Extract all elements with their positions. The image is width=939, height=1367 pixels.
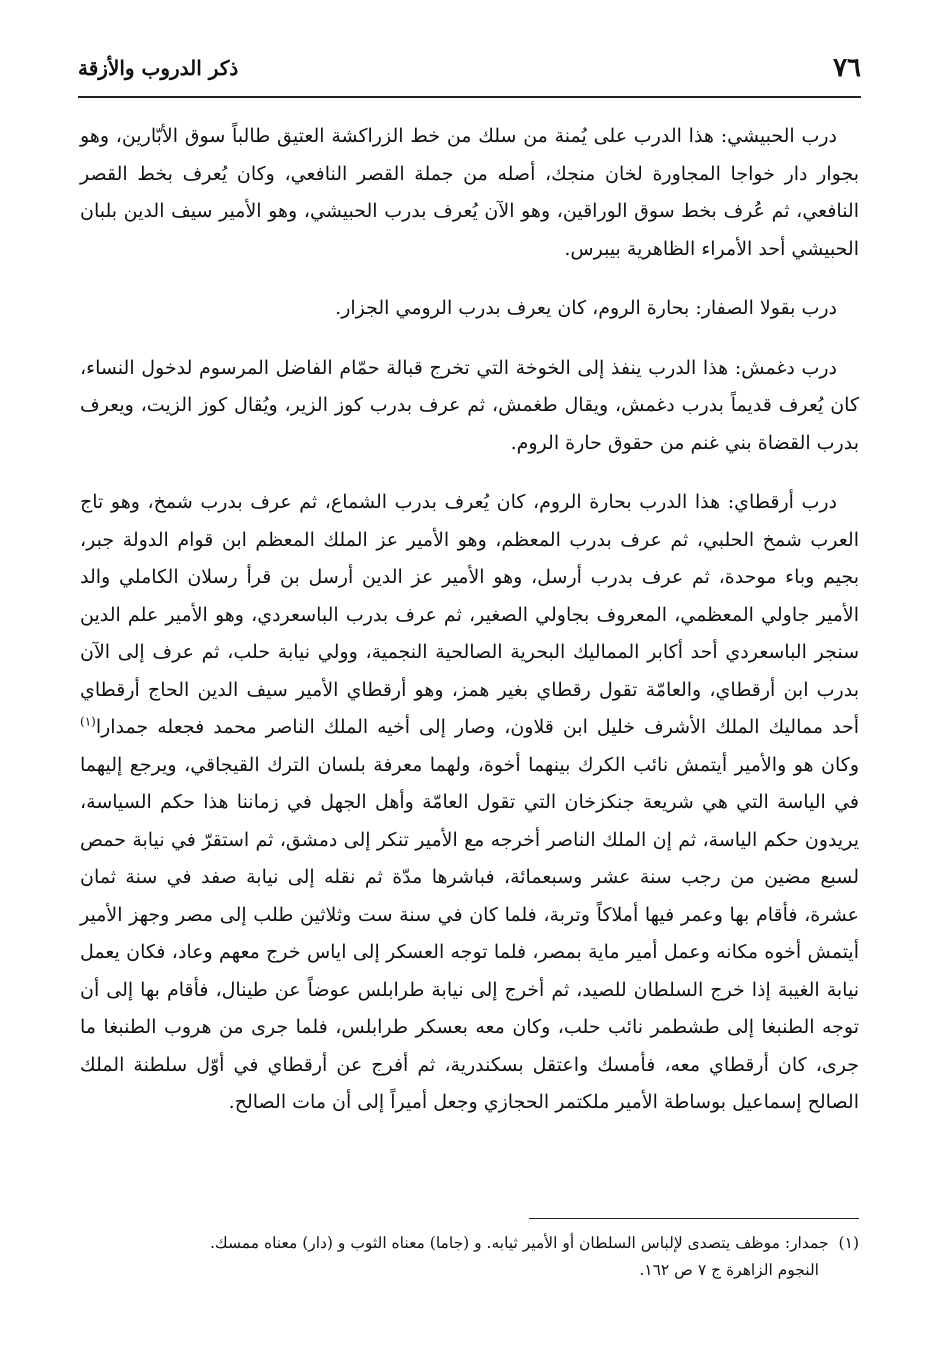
running-head <box>78 48 861 88</box>
paragraph-darb-arqatay <box>80 484 859 1122</box>
footnote-divider <box>529 1218 859 1219</box>
footnote-reference[interactable]: (١) <box>80 714 96 729</box>
paragraph-darb-baqula: درب بقولا الصفار: بحارة الروم، كان يعرف بدرب الرومي الجزار. <box>335 297 837 319</box>
paragraph-darb-daghmash: درب دغمش: هذا الدرب ينفذ إلى الخوخة التي تخرج قبالة حمّام الفاضل المرسوم لدخول النساء، كان يُعرف قديماً بدرب دغمش، ويقال طغمش، ثم عرف بدرب كوز الزير، ويُقال كوز الزيت، ويعرف بدرب القضاة بني غنم من حقوق حارة الروم. <box>80 356 859 454</box>
header-divider <box>78 96 861 98</box>
section-title: ذكر الدروب والأزقة <box>78 56 239 80</box>
footnote <box>80 1230 859 1284</box>
main-text <box>80 118 859 1144</box>
page-number: ٧٦ <box>833 53 861 83</box>
footnote-line-2: النجوم الزاهرة ج ٧ ص ١٦٢. <box>639 1261 819 1279</box>
footnote-number: (١) <box>838 1234 859 1252</box>
paragraph-text-part-1: درب أرقطاي: هذا الدرب بحارة الروم، كان يُعرف بدرب الشماع، ثم عرف بدرب شمخ، وهو تاج العرب شمخ الحلبي، ثم عرف بدرب المعظم، وهو الأمير عز الملك المعظم ابن قوام الدولة جبر، بجيم وباء موحدة، ثم عرف بدرب أرسل، وهو الأمير عز الدين أرسل بن قرأ رسلان الكاملي والد الأمير جاولي المعظمي، المعروف بجاولي الصغير، ثم عرف بدرب الباسعردي، وهو الأمير علم الدين سنجر الباسعردي أحد أكابر المماليك البحرية الصالحية النجمية، وولي نيابة حلب، ثم عرف إلى الآن بدرب ابن أرقطاي، والعامّة تقول رقطاي بغير همز، وهو أرقطاي الأمير سيف الدين الحاج أرقطاي أحد مماليك الملك الأشرف خليل ابن قلاون، وصار إلى أخيه الملك الناصر محمد فجعله جمدارا <box>80 491 859 738</box>
footnote-line-1: جمدار: موظف يتصدى لإلباس السلطان أو الأمير ثيابه. و (جاما) معناه الثوب و (دار) معناه ممسك. <box>209 1234 829 1252</box>
paragraph-text-part-2: وكان هو والأمير أيتمش نائب الكرك بينهما أخوة، ولهما معرفة بلسان الترك القيجاقي، ويرجع إليهما في الياسة التي هي شريعة جنكزخان التي تقول العامّة وأهل الجهل في زماننا هذا حكم السياسة، يريدون حكم الياسة، ثم إن الملك الناصر أخرجه مع الأمير تنكر إلى دمشق، ثم استقرّ في نيابة حمص لسبع مضين من رجب سنة عشر وسبعمائة، فباشرها مدّة ثم نقله إلى نيابة صفد في سنة ثمان عشرة، فأقام بها وعمر فيها أملاكاً وتربة، فلما كان في سنة ست وثلاثين طلب إلى مصر وجهز الأمير أيتمش أخوه مكانه وعمل أمير ماية بمصر، فلما توجه العسكر إلى اياس خرج معهم وعاد، فكان يعمل نيابة الغيبة إذا خرج السلطان للصيد، ثم أخرج إلى نيابة طرابلس عوضاً عن طينال، فأقام بها إلى أن توجه الطنبغا إلى طشطمر نائب حلب، وكان معه بعسكر طرابلس، فلما جرى من هروب الطنبغا ما جرى، كان أرقطاي معه، فأمسك واعتقل بسكندرية، ثم أفرج عن أرقطاي في أوّل سلطنة الملك الصالح إسماعيل بوساطة الأمير ملكتمر الحجازي وجعل أميراً إلى أن مات الصالح. <box>80 753 859 1113</box>
paragraph-darb-al-hubayshi: درب الحبيشي: هذا الدرب على يُمنة من سلك من خط الزراكشة العتيق طالباً سوق الأبّارين، وهو بجوار دار خواجا المجاورة لخان منجك، أصله من جملة القصر النافعي، وكان يُعرف بخط القصر النافعي، ثم عُرف بخط سوق الوراقين، وهو الآن يُعرف بدرب الحبيشي، وهو الأمير سيف الدين بلبان الحبيشي أحد الأمراء الظاهرية بيبرس. <box>80 125 859 260</box>
